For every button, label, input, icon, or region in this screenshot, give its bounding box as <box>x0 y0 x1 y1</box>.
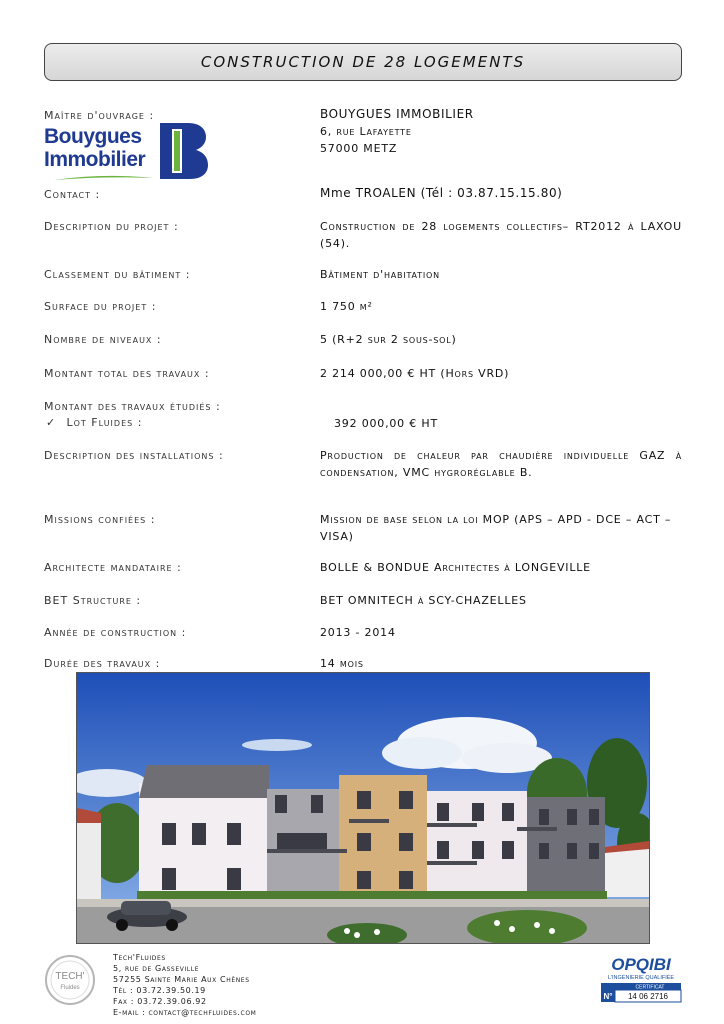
classement-value: Bâtiment d'habitation <box>320 268 440 281</box>
checkmark-icon: ✓ <box>46 416 57 429</box>
company-fax: Fax : 03.72.39.06.92 <box>113 997 207 1006</box>
bet-value: BET OMNITECH à SCY-CHAZELLES <box>320 594 527 607</box>
page-title <box>44 43 682 81</box>
duree-label: Durée des travaux : <box>44 657 161 670</box>
architecte-value: BOLLE & BONDUE Architectes à LONGEVILLE <box>320 561 591 574</box>
opqibi-logo-icon <box>600 953 682 1007</box>
company-street: 5, rue de Gasseville <box>113 964 200 973</box>
bet-label: BET Structure : <box>44 594 142 607</box>
missions-label: Missions confiées : <box>44 513 156 526</box>
client-name: BOUYGUES IMMOBILIER <box>320 107 474 121</box>
building-photo <box>76 672 650 944</box>
montant-etudies-label: Montant des travaux étudiés : <box>44 400 221 413</box>
niveaux-label: Nombre de niveaux : <box>44 333 162 346</box>
missions-value: Mission de base selon la loi MOP (APS – APD - DCE – ACT – VISA) <box>320 513 672 543</box>
bouygues-swoosh-icon <box>54 175 154 181</box>
company-tel: Tél : 03.72.39.50.19 <box>113 986 206 995</box>
bouygues-b-icon <box>158 123 208 179</box>
techfluides-logo <box>44 954 96 1006</box>
company-info <box>113 952 256 1018</box>
opqibi-name: OPQIBI <box>611 955 671 974</box>
company-name: Tech'Fluides <box>113 953 166 962</box>
bouygues-logo <box>44 123 214 183</box>
duree-value: 14 mois <box>320 657 364 670</box>
opqibi-cert-number: 14 06 2716 <box>627 992 669 1001</box>
bouygues-logo-text <box>44 125 145 171</box>
montant-total-label: Montant total des travaux : <box>44 367 210 380</box>
architecte-label: Architecte mandataire : <box>44 561 182 574</box>
techfluides-logo-line2: Fluides <box>60 985 80 991</box>
opqibi-cert-label: CERTIFICAT <box>635 984 665 991</box>
lot-fluides-value: 392 000,00 € HT <box>334 417 438 430</box>
description-label: Description du projet : <box>44 220 179 233</box>
page-title-text: CONSTRUCTION DE 28 LOGEMENTS <box>200 53 526 71</box>
building-illustration <box>77 673 649 943</box>
company-city: 57255 Sainte Marie Aux Chênes <box>113 975 250 984</box>
classement-label: Classement du bâtiment : <box>44 268 191 281</box>
techfluides-logo-line1: TECH' <box>55 971 85 982</box>
installations-label: Description des installations : <box>44 449 224 462</box>
opqibi-n-label: N° <box>603 992 613 1001</box>
client-street: 6, rue Lafayette <box>320 125 412 138</box>
opqibi-certification <box>600 953 682 1007</box>
bouygues-logo-line1: Bouygues <box>44 125 142 148</box>
bouygues-logo-line2: Immobilier <box>44 148 146 171</box>
opqibi-tagline: L'INGÉNIERIE QUALIFIÉE <box>607 975 675 981</box>
client-label: Maître d'ouvrage : <box>44 109 155 122</box>
installations-value: Production de chaleur par chaudière individuelle GAZ à condensation, VMC hygroréglable B. <box>320 449 682 479</box>
contact-value: Mme TROALEN (Tél : 03.87.15.15.80) <box>320 186 563 200</box>
annee-label: Année de construction : <box>44 626 187 639</box>
surface-value: 1 750 m² <box>320 300 373 313</box>
company-email[interactable]: E-mail : contact@techfluides.com <box>113 1008 257 1017</box>
contact-label: Contact : <box>44 188 101 201</box>
montant-total-value: 2 214 000,00 € HT (Hors VRD) <box>320 367 510 380</box>
annee-value: 2013 - 2014 <box>320 626 396 639</box>
techfluides-logo-icon <box>44 954 96 1006</box>
niveaux-value: 5 (R+2 sur 2 sous-sol) <box>320 333 457 346</box>
lot-fluides-text: Lot Fluides : <box>66 416 143 429</box>
surface-label: Surface du projet : <box>44 300 157 313</box>
client-city: 57000 METZ <box>320 142 398 155</box>
description-value: Construction de 28 logements collectifs– RT2012 à LAXOU (54). <box>320 220 682 250</box>
lot-fluides-label <box>46 416 142 429</box>
